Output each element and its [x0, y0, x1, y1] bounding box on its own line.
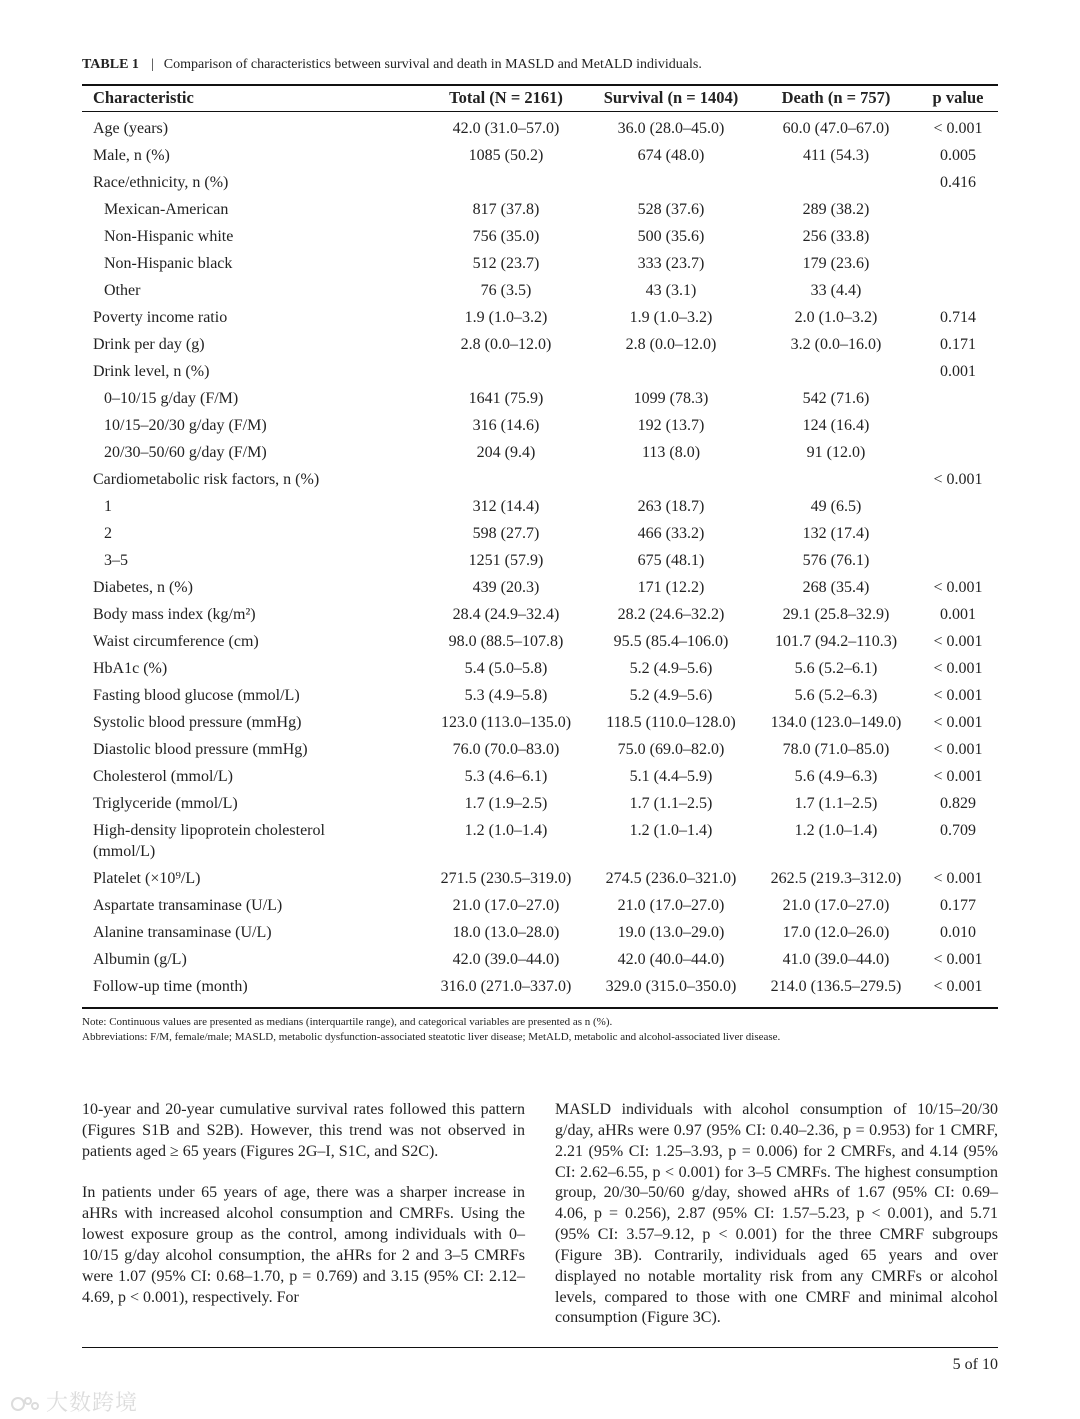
- cell-total: 2.8 (0.0–12.0): [460, 336, 552, 353]
- cell-death: 5.6 (5.2–6.1): [794, 660, 878, 677]
- cell-pvalue: 0.001: [940, 606, 976, 623]
- cell-survival: 1.7 (1.1–2.5): [629, 795, 713, 812]
- cell-death: 542 (71.6): [802, 390, 870, 407]
- cell-total: 98.0 (88.5–107.8): [448, 633, 564, 650]
- watermark-text: 大数跨境: [46, 1391, 139, 1416]
- cell-death: 3.2 (0.0–16.0): [790, 336, 882, 353]
- cell-total: 598 (27.7): [472, 525, 540, 542]
- cell-death: 101.7 (94.2–110.3): [774, 633, 898, 650]
- cell-survival: 500 (35.6): [637, 228, 705, 245]
- row-label: 2: [104, 525, 112, 542]
- body-column-left: [82, 1100, 525, 1329]
- cell-death: 576 (76.1): [802, 552, 870, 569]
- table-caption: [82, 57, 702, 73]
- cell-survival: 1099 (78.3): [633, 390, 709, 407]
- row-label: HbA1c (%): [93, 660, 168, 677]
- row-label: Platelet (×10⁹/L): [93, 870, 201, 887]
- footer-rule: [82, 1347, 998, 1348]
- row-label: Albumin (g/L): [93, 951, 187, 968]
- cell-survival: 95.5 (85.4–106.0): [613, 633, 729, 650]
- caption-separator: |: [150, 57, 154, 72]
- cell-survival: 329.0 (315.0–350.0): [605, 978, 737, 995]
- cell-death: 1.2 (1.0–1.4): [794, 822, 878, 839]
- cell-pvalue: < 0.001: [933, 579, 983, 596]
- row-label: 1: [104, 498, 112, 515]
- cell-survival: 528 (37.6): [637, 201, 705, 218]
- row-label: Non-Hispanic white: [104, 228, 234, 245]
- row-label: Non-Hispanic black: [104, 255, 233, 272]
- row-label: Male, n (%): [93, 147, 170, 164]
- cell-pvalue: 0.010: [940, 924, 976, 941]
- cell-survival: 118.5 (110.0–128.0): [606, 714, 736, 731]
- cell-pvalue: 0.709: [940, 822, 976, 839]
- cell-total: 28.4 (24.9–32.4): [452, 606, 560, 623]
- cell-pvalue: < 0.001: [933, 978, 983, 995]
- row-label: Diastolic blood pressure (mmHg): [93, 741, 308, 758]
- cell-death: 262.5 (219.3–312.0): [770, 870, 902, 887]
- cell-total: 756 (35.0): [472, 228, 540, 245]
- cell-survival: 5.2 (4.9–5.6): [629, 660, 713, 677]
- cell-pvalue: < 0.001: [933, 741, 983, 758]
- table-top-rule: [82, 84, 998, 86]
- cell-pvalue: < 0.001: [933, 951, 983, 968]
- cell-total: 76.0 (70.0–83.0): [452, 741, 560, 758]
- cell-death: 5.6 (5.2–6.3): [794, 687, 878, 704]
- cell-death: 268 (35.4): [802, 579, 870, 596]
- cell-total: 312 (14.4): [472, 498, 540, 515]
- paragraph: 10-year and 20-year cumulative survival rates followed this pattern (Figures S1B and S2B). However, this trend was not observed in patients aged ≥ 65 years (Figures 2G–I, S1C, and S2C).: [82, 1101, 525, 1160]
- row-label: 0–10/15 g/day (F/M): [104, 390, 239, 407]
- cell-total: 18.0 (13.0–28.0): [452, 924, 560, 941]
- watermark-logo-icon: [10, 1394, 40, 1414]
- cell-death: 21.0 (17.0–27.0): [782, 897, 890, 914]
- cell-total: 271.5 (230.5–319.0): [440, 870, 572, 887]
- cell-death: 29.1 (25.8–32.9): [782, 606, 890, 623]
- cell-total: 512 (23.7): [472, 255, 540, 272]
- cell-death: 17.0 (12.0–26.0): [782, 924, 890, 941]
- cell-survival: 5.2 (4.9–5.6): [629, 687, 713, 704]
- cell-death: 2.0 (1.0–3.2): [794, 309, 878, 326]
- cell-total: 1085 (50.2): [468, 147, 544, 164]
- row-label: Fasting blood glucose (mmol/L): [93, 687, 300, 704]
- table-note: Note: Continuous values are presented as medians (interquartile range), and categorical variables are presented as n (%).: [82, 1016, 613, 1028]
- cell-death: 91 (12.0): [806, 444, 866, 461]
- header-survival: Survival (n = 1404): [603, 88, 739, 107]
- row-label: Waist circumference (cm): [93, 633, 259, 650]
- cell-survival: 466 (33.2): [637, 525, 705, 542]
- cell-survival: 36.0 (28.0–45.0): [617, 120, 725, 137]
- cell-total: 123.0 (113.0–135.0): [440, 714, 572, 731]
- row-label: 3–5: [104, 552, 128, 569]
- cell-survival: 28.2 (24.6–32.2): [617, 606, 725, 623]
- cell-survival: 43 (3.1): [645, 282, 697, 299]
- table-bottom-rule: [82, 1007, 998, 1009]
- cell-pvalue: 0.005: [940, 147, 976, 164]
- row-label: Alanine transaminase (U/L): [93, 924, 272, 941]
- cell-total: 76 (3.5): [480, 282, 532, 299]
- cell-death: 134.0 (123.0–149.0): [770, 714, 902, 731]
- cell-death: 256 (33.8): [802, 228, 870, 245]
- cell-survival: 675 (48.1): [637, 552, 705, 569]
- row-label: Diabetes, n (%): [93, 579, 193, 596]
- header-total: Total (N = 2161): [449, 88, 563, 107]
- cell-survival: 274.5 (236.0–321.0): [605, 870, 737, 887]
- watermark: [10, 1386, 138, 1417]
- row-label: Drink level, n (%): [93, 363, 210, 380]
- cell-pvalue: < 0.001: [933, 660, 983, 677]
- cell-death: 179 (23.6): [802, 255, 870, 272]
- cell-survival: 171 (12.2): [637, 579, 705, 596]
- body-column-right: [555, 1100, 998, 1350]
- cell-total: 1641 (75.9): [468, 390, 544, 407]
- cell-death: 33 (4.4): [810, 282, 862, 299]
- cell-total: 5.3 (4.9–5.8): [464, 687, 548, 704]
- cell-pvalue: < 0.001: [933, 870, 983, 887]
- row-label: Systolic blood pressure (mmHg): [93, 714, 302, 731]
- row-label: Aspartate transaminase (U/L): [93, 897, 283, 914]
- page-number: 5 of 10: [952, 1356, 998, 1373]
- cell-pvalue: < 0.001: [933, 768, 983, 785]
- cell-death: 41.0 (39.0–44.0): [782, 951, 890, 968]
- row-label: Body mass index (kg/m²): [93, 606, 256, 623]
- header-pvalue: p value: [932, 88, 984, 107]
- cell-pvalue: 0.171: [940, 336, 976, 353]
- cell-death: 49 (6.5): [810, 498, 862, 515]
- cell-survival: 263 (18.7): [637, 498, 705, 515]
- cell-pvalue: < 0.001: [933, 687, 983, 704]
- row-label: 10/15–20/30 g/day (F/M): [104, 417, 267, 434]
- cell-death: 214.0 (136.5–279.5): [770, 978, 902, 995]
- table-header-rule: [82, 111, 998, 112]
- cell-total: 316 (14.6): [472, 417, 540, 434]
- cell-death: 132 (17.4): [802, 525, 870, 542]
- row-label: Age (years): [93, 120, 169, 137]
- row-label: Other: [104, 282, 141, 299]
- cell-survival: 333 (23.7): [637, 255, 705, 272]
- row-label: Cardiometabolic risk factors, n (%): [93, 471, 320, 488]
- cell-survival: 1.9 (1.0–3.2): [629, 309, 713, 326]
- cell-pvalue: < 0.001: [933, 471, 983, 488]
- cell-survival: 192 (13.7): [637, 417, 705, 434]
- row-label: Poverty income ratio: [93, 309, 228, 326]
- cell-total: 817 (37.8): [472, 201, 540, 218]
- row-label: Triglyceride (mmol/L): [93, 795, 238, 812]
- cell-survival: 21.0 (17.0–27.0): [617, 897, 725, 914]
- cell-total: 1.7 (1.9–2.5): [464, 795, 548, 812]
- cell-total: 42.0 (39.0–44.0): [452, 951, 560, 968]
- cell-total: 316.0 (271.0–337.0): [440, 978, 572, 995]
- cell-pvalue: 0.714: [940, 309, 976, 326]
- cell-survival: 5.1 (4.4–5.9): [629, 768, 713, 785]
- cell-survival: 113 (8.0): [641, 444, 701, 461]
- paragraph: In patients under 65 years of age, there was a sharper increase in aHRs with increased alcohol consumption and CMRFs. Using the lowest exposure group as the control, among individuals with 0–10/15 g/day alcohol consumption, the aHRs for 2 and 3–5 CMRFs were 1.07 (95% CI: 0.68–1.70, p = 0.769) and 3.15 (95% CI: 2.12–4.69, p < 0.001), respectively. For: [82, 1184, 525, 1306]
- cell-death: 411 (54.3): [802, 147, 870, 164]
- cell-total: 204 (9.4): [476, 444, 536, 461]
- row-label: Follow-up time (month): [93, 978, 248, 995]
- cell-total: 5.3 (4.6–6.1): [464, 768, 548, 785]
- cell-pvalue: < 0.001: [933, 120, 983, 137]
- cell-death: 289 (38.2): [802, 201, 870, 218]
- cell-death: 78.0 (71.0–85.0): [782, 741, 890, 758]
- cell-pvalue: < 0.001: [933, 714, 983, 731]
- cell-death: 1.7 (1.1–2.5): [794, 795, 878, 812]
- cell-survival: 42.0 (40.0–44.0): [617, 951, 725, 968]
- header-death: Death (n = 757): [781, 88, 891, 107]
- cell-pvalue: 0.829: [940, 795, 976, 812]
- cell-total: 1.9 (1.0–3.2): [464, 309, 548, 326]
- cell-survival: 75.0 (69.0–82.0): [617, 741, 725, 758]
- table-abbreviations: Abbreviations: F/M, female/male; MASLD, metabolic dysfunction-associated steatotic liver disease; MetALD, metabolic and alcohol-associated liver disease.: [82, 1031, 781, 1043]
- cell-survival: 19.0 (13.0–29.0): [617, 924, 725, 941]
- row-label: Mexican-American: [104, 201, 229, 218]
- cell-total: 21.0 (17.0–27.0): [452, 897, 560, 914]
- cell-total: 5.4 (5.0–5.8): [464, 660, 548, 677]
- row-label: Cholesterol (mmol/L): [93, 768, 233, 785]
- cell-total: 1.2 (1.0–1.4): [464, 822, 548, 839]
- caption-text: Comparison of characteristics between survival and death in MASLD and MetALD individuals.: [163, 57, 702, 72]
- cell-survival: 674 (48.0): [637, 147, 705, 164]
- cell-death: 124 (16.4): [802, 417, 870, 434]
- cell-total: 42.0 (31.0–57.0): [452, 120, 560, 137]
- row-label: Drink per day (g): [93, 336, 205, 353]
- table-label: TABLE 1: [82, 57, 139, 72]
- cell-total: 439 (20.3): [472, 579, 540, 596]
- cell-survival: 2.8 (0.0–12.0): [625, 336, 717, 353]
- cell-death: 5.6 (4.9–6.3): [794, 768, 878, 785]
- cell-pvalue: 0.001: [940, 363, 976, 380]
- cell-pvalue: 0.177: [940, 897, 976, 914]
- cell-pvalue: < 0.001: [933, 633, 983, 650]
- header-characteristic: Characteristic: [93, 88, 194, 107]
- row-label: 20/30–50/60 g/day (F/M): [104, 444, 267, 461]
- row-label: Race/ethnicity, n (%): [93, 174, 229, 191]
- cell-total: 1251 (57.9): [468, 552, 544, 569]
- paragraph: MASLD individuals with alcohol consumption of 10/15–20/30 g/day, aHRs were 0.97 (95% CI: 0.40–2.36, p = 0.953) for 1 CMRF, 2.21 (95% CI: 1.25–3.93, p = 0.006) for 2 CMRFs, and 4.14 (95% CI: 2.62–6.55, p < 0.001) for 3–5 CMRFs. The highest consumption group, 20/30–50/60 g/day, showed aHRs of 1.67 (95% CI: 0.69–4.06, p = 0.256), 2.87 (95% CI: 1.57–5.23, p < 0.001), and 5.71 (95% CI: 3.57–9.12, p < 0.001) for the three CMRF subgroups (Figure 3B). Contrarily, individuals aged 65 years and over displayed no notable mortality risk from any CMRFs or alcohol levels, compared to those with one CMRF and minimal alcohol consumption (Figure 3C).: [555, 1101, 998, 1327]
- cell-pvalue: 0.416: [940, 174, 976, 191]
- cell-death: 60.0 (47.0–67.0): [782, 120, 890, 137]
- cell-survival: 1.2 (1.0–1.4): [629, 822, 713, 839]
- row-label: High-density lipoprotein cholesterol (mmol/L): [93, 822, 325, 860]
